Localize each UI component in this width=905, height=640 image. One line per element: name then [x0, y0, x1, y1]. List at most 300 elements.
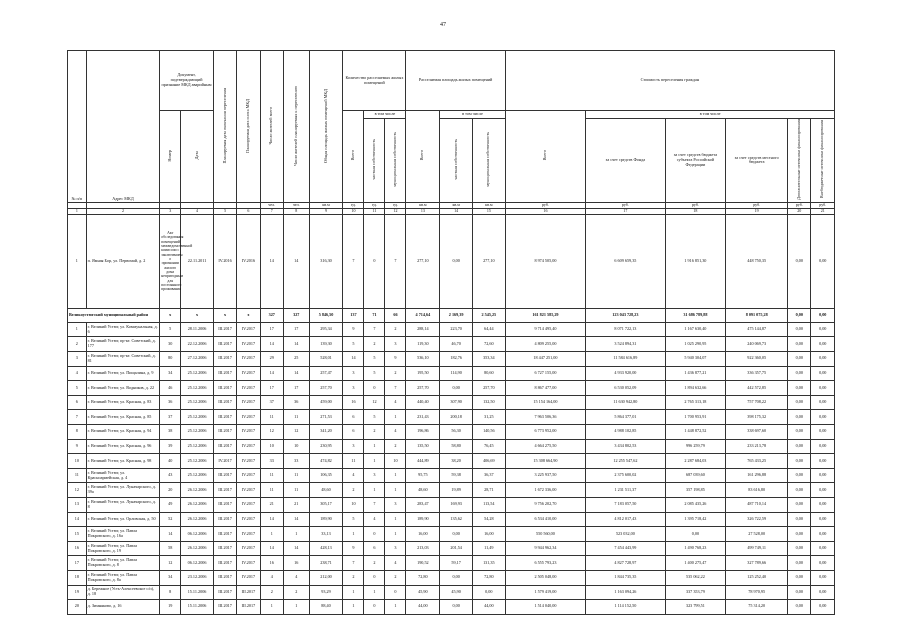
table-cell: 233 213,78 [726, 439, 788, 454]
table-cell: 59,17 [440, 556, 473, 571]
table-cell: 357 198,85 [665, 483, 726, 498]
table-cell: 135,62 [440, 512, 473, 527]
table-cell: 0,00 [472, 585, 505, 600]
table-cell: 0,00 [788, 483, 811, 498]
table-cell: IV.2017 [237, 483, 260, 498]
header-demolition-date: Планируемая дата сноса МКД [244, 98, 250, 153]
table-cell: 11 [260, 410, 283, 425]
table-cell: 5 [160, 322, 181, 337]
cell-address: г. Великий Устюг, пр-кт. Советский, д. 177 [86, 337, 160, 352]
table-cell: 169,93 [440, 497, 473, 512]
table-cell: 1 [343, 600, 364, 615]
table-cell: 52 [160, 512, 181, 527]
table-cell: 9 [343, 322, 364, 337]
table-cell: 487 710,14 [726, 497, 788, 512]
table-cell: 4 [68, 366, 87, 381]
table-cell: 7 [68, 410, 87, 425]
table-row [68, 585, 835, 600]
table-cell: 6 530 052,09 [586, 381, 665, 396]
column-number-cell: 18 [665, 208, 726, 214]
table-cell: 88,40 [309, 600, 343, 615]
table-cell: III.2017 [213, 468, 236, 483]
table-cell: 1 [343, 585, 364, 600]
table-cell: 2 [364, 424, 385, 439]
table-cell: 6 773 952,00 [505, 424, 586, 439]
table-cell: 535 062,22 [665, 570, 726, 585]
table-cell: 59,38 [440, 468, 473, 483]
table-cell: 1 [260, 600, 283, 615]
unit-cell: кв.м [440, 202, 473, 208]
table-cell: 7 963 506,36 [505, 410, 586, 425]
table-cell: 25.12.2006 [181, 395, 214, 410]
table-cell: 1 490 768,23 [665, 541, 726, 556]
table-cell: 523 032,00 [586, 527, 665, 542]
table-cell: 58 [160, 541, 181, 556]
unit-cell: чел. [283, 202, 309, 208]
table-cell: 1 [364, 439, 385, 454]
unit-cell: руб. [586, 202, 665, 208]
unit-cell: кв.м [406, 202, 440, 208]
header-extra-cost-2: Внебюджетные источники финансирования [819, 120, 825, 199]
table-cell: 9 [343, 541, 364, 556]
table-cell: IV.2017 [237, 556, 260, 571]
table-row [68, 454, 835, 469]
table-cell: 2 [343, 483, 364, 498]
header-total-area: Общая площадь жилых помещений МКД [322, 88, 328, 163]
cell-area: 277,10 [406, 214, 440, 308]
unit-cell: ед. [385, 202, 406, 208]
table-cell: 14 [283, 337, 309, 352]
table-cell: 38 [160, 424, 181, 439]
table-cell: III.2017 [213, 381, 236, 396]
table-cell: 0,00 [788, 337, 811, 352]
table-cell: 3 [385, 337, 406, 352]
cell-doc-date: 22.11.2011 [181, 214, 214, 308]
table-cell: 25.12.2006 [181, 439, 214, 454]
table-cell: 0,00 [788, 468, 811, 483]
header-count-total: Всего [350, 150, 356, 161]
table-cell: 323 799,51 [665, 600, 726, 615]
table-cell: 48,60 [309, 483, 343, 498]
table-row [68, 512, 835, 527]
cell-address: г. Великий Устюг, ул. Красная, д. 96 [86, 439, 160, 454]
table-cell: 0,00 [788, 497, 811, 512]
subtotal-cost: 161 821 585,29 [505, 308, 586, 322]
table-cell: 4 933 920,00 [586, 366, 665, 381]
table-cell: 14 [260, 541, 283, 556]
header-area-group: Расселяемая площадь жилых помещений [406, 51, 505, 111]
table-cell: IV.2017 [237, 541, 260, 556]
column-number-cell: 21 [811, 208, 835, 214]
table-cell: 06.12.2006 [181, 527, 214, 542]
table-cell: IV.2017 [237, 352, 260, 367]
table-cell: 257,70 [472, 381, 505, 396]
cell-address: г. Великий Устюг, ул. Красноармейская, д. 4 [86, 468, 160, 483]
cell-address: г. Великий Устюг, пр-кт. Советский, д. 81 [86, 352, 160, 367]
table-cell: 1 163 094,26 [586, 585, 665, 600]
table-cell: 189,90 [309, 512, 343, 527]
table-cell: 0,00 [665, 527, 726, 542]
table-cell: III.2017 [213, 541, 236, 556]
table-cell: 11 [260, 468, 283, 483]
subtotal-area-mun: 2 545,25 [472, 308, 505, 322]
header-cost-total: Всего [542, 150, 548, 161]
table-cell: 475 144,87 [726, 322, 788, 337]
header-document: Документ, подтверждающий признание МКД аварийным [160, 51, 214, 111]
table-cell: 3 [68, 352, 87, 367]
table-cell: 56,30 [440, 424, 473, 439]
table-cell: 31,25 [472, 410, 505, 425]
table-cell: 12 [260, 424, 283, 439]
table-cell: 80,60 [472, 366, 505, 381]
table-cell: 17 [283, 381, 309, 396]
cell-doc-note: Акт обследования помещений межведомственной комиссии с заключением о признании жилого дома непригодным для постоянного проживания [160, 214, 181, 308]
table-cell: 2 [260, 585, 283, 600]
column-number-cell: 11 [364, 208, 385, 214]
table-cell: III.2017 [213, 570, 236, 585]
table-cell: 0,00 [811, 366, 835, 381]
table-cell: 1 514 040,00 [505, 600, 586, 615]
table-cell: 257,70 [406, 381, 440, 396]
table-cell: 190,52 [406, 556, 440, 571]
table-cell: 46 [160, 381, 181, 396]
table-cell: 14 [160, 527, 181, 542]
table-cell: IV.2017 [237, 454, 260, 469]
cell-residents-plan: 14 [283, 214, 309, 308]
table-cell: 0,00 [440, 600, 473, 615]
table-cell: 6 534 410,00 [505, 512, 586, 527]
table-cell: 1 [385, 600, 406, 615]
subtotal-count-mun: 66 [385, 308, 406, 322]
table-cell: 16,00 [472, 527, 505, 542]
table-cell: 0,00 [788, 410, 811, 425]
table-cell: 8 071 722,13 [586, 322, 665, 337]
table-cell: 6 [343, 424, 364, 439]
table-cell: 196,86 [406, 424, 440, 439]
table-cell: 3 [385, 497, 406, 512]
header-regional-cost: за счет средств бюджета субъекта Российской Федерации [665, 119, 726, 203]
table-cell: 26.12.2006 [181, 541, 214, 556]
cell-fund: 6 609 659,35 [586, 214, 665, 308]
table-cell: III.2017 [213, 410, 236, 425]
header-area-private: частная собственность [452, 139, 458, 180]
table-cell: 49 [160, 497, 181, 512]
table-cell: 11 [283, 468, 309, 483]
table-cell: 37 [160, 410, 181, 425]
table-cell: 0,00 [788, 556, 811, 571]
table-cell: 10 [68, 454, 87, 469]
table-cell: 2 765 313,18 [665, 395, 726, 410]
table-cell: 6 727 155,00 [505, 366, 586, 381]
table-cell: 4 664 275,50 [505, 439, 586, 454]
cell-count: 7 [343, 214, 364, 308]
table-cell: 0 [364, 600, 385, 615]
table-cell: 78 970,95 [726, 585, 788, 600]
cell-extra2: 0,00 [811, 214, 835, 308]
table-row [68, 527, 835, 542]
table-cell: 5 [364, 352, 385, 367]
table-cell: 33 [260, 454, 283, 469]
table-cell: 0,00 [811, 424, 835, 439]
table-cell: 93,29 [309, 585, 343, 600]
table-cell: 4 [385, 424, 406, 439]
table-row [68, 483, 835, 498]
table-cell: IV.2017 [237, 381, 260, 396]
table-cell: 6 [68, 395, 87, 410]
table-row [68, 497, 835, 512]
cell-address: г. Великий Устюг, ул. Луначарского, д. 39а [86, 483, 160, 498]
table-row [68, 424, 835, 439]
cell-address: г. Великий Устюг, ул. Павла Покровского, д. 19 [86, 541, 160, 556]
table-cell: 499 749,11 [726, 541, 788, 556]
table-cell: 1 [283, 600, 309, 615]
header-num: № п/п [68, 51, 87, 203]
table-cell: 0,00 [811, 468, 835, 483]
table-cell: 14 [260, 512, 283, 527]
table-cell: 0,00 [788, 352, 811, 367]
table-cell: 0,00 [788, 424, 811, 439]
cell-area-private: 0,00 [440, 214, 473, 308]
unit-cell: чел. [260, 202, 283, 208]
table-cell: 5 [364, 410, 385, 425]
table-cell: 4 [364, 512, 385, 527]
header-area-including: в том числе [440, 111, 505, 119]
header-area-municipal: муниципальная собственность [485, 132, 491, 187]
table-cell: 0,00 [788, 439, 811, 454]
subtotal-extra: 0,00 [788, 308, 811, 322]
table-cell: 72,80 [472, 570, 505, 585]
unit-cell: ед. [364, 202, 385, 208]
table-cell: 0 [364, 527, 385, 542]
table-cell: 0,00 [788, 527, 811, 542]
table-cell: 341,20 [309, 424, 343, 439]
table-row [68, 468, 835, 483]
table-cell: 1 395 718,42 [665, 512, 726, 527]
cell-local: 448 750,35 [726, 214, 788, 308]
cell-num: 1 [68, 214, 87, 308]
table-cell: IV.2017 [237, 512, 260, 527]
table-cell: 16 [343, 395, 364, 410]
unit-cell: кв.м [472, 202, 505, 208]
table-cell: IV.2017 [237, 366, 260, 381]
table-cell: 5 [343, 512, 364, 527]
table-cell: 131,35 [472, 556, 505, 571]
table-row-first [68, 214, 835, 308]
table-cell: 1 [260, 527, 283, 542]
table-cell: 0,00 [788, 322, 811, 337]
table-cell: 1 [385, 483, 406, 498]
table-cell: 46,70 [440, 337, 473, 352]
table-cell: IV.2017 [237, 468, 260, 483]
header-extra-cost: Дополнительные источники финансирования [795, 119, 801, 200]
column-number-cell: 16 [505, 208, 586, 214]
table-cell: 44,00 [472, 600, 505, 615]
table-cell: 12 255 547,62 [586, 454, 665, 469]
table-cell: 10 [343, 497, 364, 512]
column-number-cell: 12 [385, 208, 406, 214]
subtotal-residents: 327 [260, 308, 283, 322]
table-cell: 15.11.2006 [181, 600, 214, 615]
table-cell: 212,00 [309, 570, 343, 585]
header-local-cost: за счет средств местного бюджета [726, 119, 788, 203]
table-cell: 132,50 [472, 395, 505, 410]
table-cell: 0,00 [788, 366, 811, 381]
table-cell: 223,70 [440, 322, 473, 337]
table-cell: 17 [260, 381, 283, 396]
table-cell: 996 259,79 [665, 439, 726, 454]
cell-address: г. Великий Устюг, ул. Орловская, д. 50 [86, 512, 160, 527]
table-cell: 26.12.2006 [181, 497, 214, 512]
table-cell: 9 756 202,70 [505, 497, 586, 512]
table-cell: 12 [283, 424, 309, 439]
header-fund-cost: за счет средств Фонда [586, 119, 665, 203]
cell-count-mun: 7 [385, 214, 406, 308]
header-address: Адрес МКД [86, 51, 160, 203]
table-cell: 0 [385, 585, 406, 600]
table-cell: 2 [385, 366, 406, 381]
table-cell: 1 114 152,50 [586, 600, 665, 615]
table-cell: 2 [385, 322, 406, 337]
table-cell: 7 454 443,99 [586, 541, 665, 556]
table-cell: 9 [385, 352, 406, 367]
table-cell: 5 [68, 381, 87, 396]
table-cell: 257,70 [309, 381, 343, 396]
table-row [68, 395, 835, 410]
column-number-cell: 3 [160, 208, 181, 214]
cell-address: г. Великий Устюг, ул. Водников, д. 22 [86, 381, 160, 396]
table-cell: 1 [364, 483, 385, 498]
table-cell: 72,80 [406, 570, 440, 585]
table-cell: III.2017 [213, 337, 236, 352]
table-cell: 20 [68, 600, 87, 615]
table-cell: III.2017 [213, 585, 236, 600]
subtotal-area: 4 714,64 [406, 308, 440, 322]
cell-address: г. Великий Устюг, ул. Пищалина, д. 9 [86, 366, 160, 381]
cell-address: г. Великий Устюг, ул. Павла Покровского, д. 16а [86, 527, 160, 542]
cell-address: п. Ямная Бор, ул. Первомай, д. 2 [86, 214, 160, 308]
table-cell: 4 [260, 570, 283, 585]
table-cell: 2 085 435,26 [665, 497, 726, 512]
table-cell: 0,00 [811, 410, 835, 425]
table-cell: 0,00 [811, 556, 835, 571]
table-row [68, 556, 835, 571]
unit-cell: руб. [811, 202, 835, 208]
table-cell: 15 308 664,90 [505, 454, 586, 469]
cell-demolition: IV.2016 [237, 214, 260, 308]
cell-regional: 1 916 851,30 [665, 214, 726, 308]
table-cell: 17 [260, 322, 283, 337]
table-cell: 119,30 [406, 337, 440, 352]
table-cell: 5 864 377,01 [586, 410, 665, 425]
table-cell: 440,40 [406, 395, 440, 410]
subtotal-label: Великоустюгский муниципальный район [68, 308, 160, 322]
table-cell: 11 630 942,80 [586, 395, 665, 410]
table-cell: 48,60 [406, 483, 440, 498]
header-count-group: Количество расселяемых жилых помещений [343, 51, 406, 111]
table-cell: 1 [68, 322, 87, 337]
cell-address: г. Великий Устюг, ул. Красная, д. 94 [86, 424, 160, 439]
table-cell: 337 353,79 [665, 585, 726, 600]
table-row [68, 381, 835, 396]
table-cell: 2 [283, 585, 309, 600]
table-cell: 11 [283, 483, 309, 498]
table-cell: 7 [364, 497, 385, 512]
table-cell: 0,00 [811, 337, 835, 352]
column-number-cell: 2 [86, 208, 160, 214]
table-cell: III.2017 [213, 366, 236, 381]
table-cell: 36 [160, 395, 181, 410]
table-cell: 114,90 [440, 366, 473, 381]
table-cell: 16 [68, 541, 87, 556]
table-cell: IV.2017 [237, 527, 260, 542]
table-cell: 444,89 [406, 454, 440, 469]
table-cell: 0 [364, 381, 385, 396]
column-number-cell: 20 [788, 208, 811, 214]
table-cell: 195,50 [406, 366, 440, 381]
table-cell: 1 [283, 527, 309, 542]
table-cell: 2 [364, 337, 385, 352]
cell-address: г. Великий Устюг, ул. Павла Покровского, д. 8а [86, 570, 160, 585]
table-cell: IV.2017 [237, 410, 260, 425]
table-cell: 271,53 [309, 410, 343, 425]
table-cell: 182,76 [440, 352, 473, 367]
table-cell: 3 [343, 366, 364, 381]
subtotal-regional: 31 686 789,88 [665, 308, 726, 322]
table-cell: 43 [160, 468, 181, 483]
subtotal-total-area: 5 846,50 [309, 308, 343, 322]
table-cell: 240 069,73 [726, 337, 788, 352]
table-cell: 25.12.2006 [181, 410, 214, 425]
table-cell: 295,34 [309, 322, 343, 337]
cell-relocation: IV.2016 [213, 214, 236, 308]
table-cell: 3 [385, 541, 406, 556]
table-cell: 140,56 [472, 424, 505, 439]
table-cell: 40 [160, 454, 181, 469]
table-cell: 6 [343, 410, 364, 425]
table-cell: 1 844 735,35 [586, 570, 665, 585]
table-cell: 1 167 630,40 [665, 322, 726, 337]
table-cell: 14 [260, 337, 283, 352]
table-cell: 305,17 [309, 497, 343, 512]
table-cell: 1 448 872,52 [665, 424, 726, 439]
table-cell: 1 [343, 527, 364, 542]
table-cell: 23.12.2006 [181, 570, 214, 585]
table-cell: 25.12.2006 [181, 468, 214, 483]
table-cell: 21 [283, 497, 309, 512]
unit-cell: руб. [726, 202, 788, 208]
table-cell: 2 [343, 570, 364, 585]
table-cell: 8 867 477,00 [505, 381, 586, 396]
table-cell: 0,00 [788, 454, 811, 469]
subtotal-area-private: 2 169,39 [440, 308, 473, 322]
table-cell: III.2017 [213, 527, 236, 542]
table-cell: 1 025 290,95 [665, 337, 726, 352]
table-cell: 398 175,32 [726, 410, 788, 425]
table-cell: 161 296,88 [726, 468, 788, 483]
table-cell: 1 [385, 512, 406, 527]
unit-cell: руб. [788, 202, 811, 208]
table-row [68, 366, 835, 381]
table-cell: 4 [283, 570, 309, 585]
table-cell: 0,00 [811, 454, 835, 469]
table-cell: 474,82 [309, 454, 343, 469]
table-cell: 19 [160, 600, 181, 615]
header-count-private: частная собственность [371, 139, 377, 180]
table-cell: 12 [364, 395, 385, 410]
page-number: 47 [440, 22, 446, 28]
header-residents-plan: Число жителей планируемых к переселению [292, 85, 298, 166]
table-cell: III.2017 [213, 395, 236, 410]
